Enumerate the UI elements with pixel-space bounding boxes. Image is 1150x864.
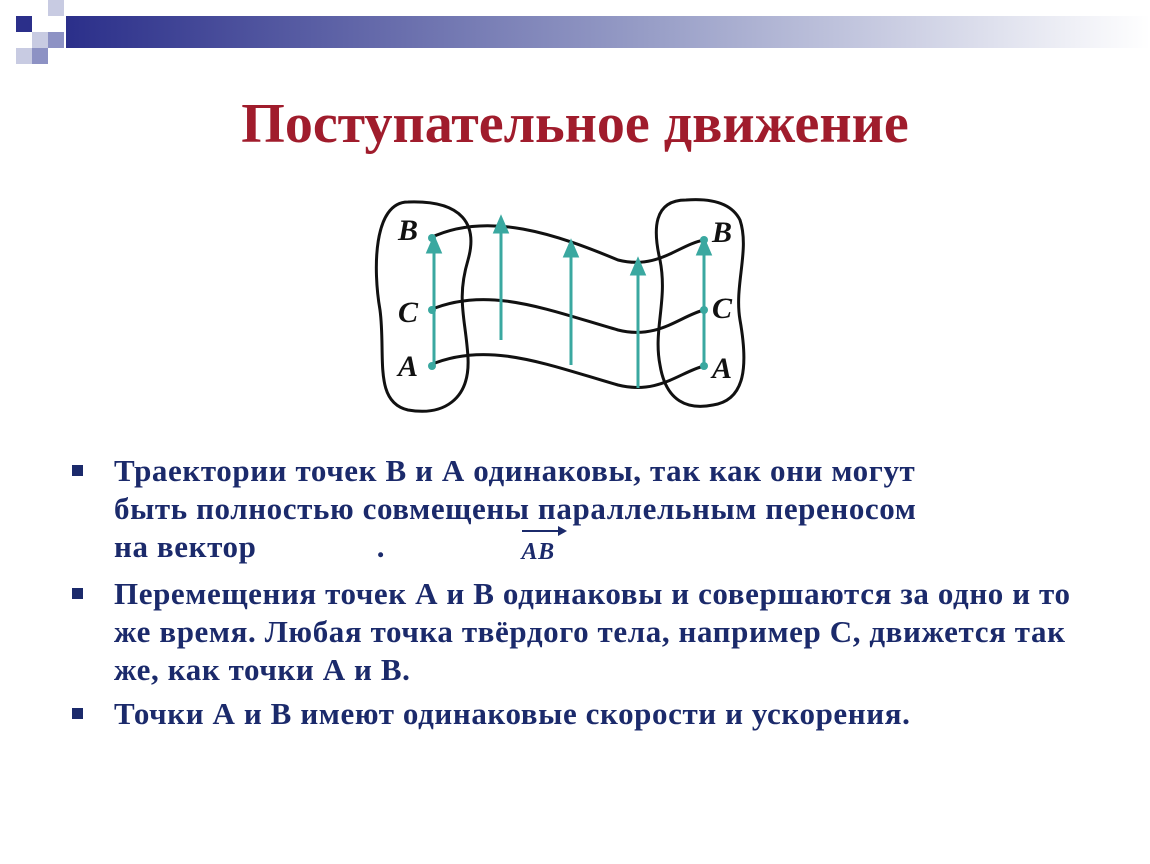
trajectory-c <box>430 300 704 333</box>
bullet-item <box>72 452 1112 569</box>
bullet-text: Точки А и В имеют одинаковые скорости и ускорения. <box>114 696 911 731</box>
label-b-left: B <box>398 214 419 247</box>
left-body-outline <box>376 202 471 411</box>
point-c-left <box>428 306 436 314</box>
bullet-square-icon <box>72 588 83 599</box>
vector-ab <box>522 533 555 571</box>
point-b-left <box>428 234 436 242</box>
bullet-text-line: быть полностью совмещены параллельным переносом <box>114 491 917 526</box>
trajectory-a <box>430 355 704 388</box>
label-a-left: A <box>398 350 419 383</box>
label-b-right: B <box>712 216 733 249</box>
label-a-right: A <box>712 352 733 385</box>
bullet-list <box>72 452 1112 739</box>
vector-arrow-icon <box>520 525 568 537</box>
bullet-square-icon <box>72 465 83 476</box>
bullet-item <box>72 575 1112 689</box>
bullet-square-icon <box>72 708 83 719</box>
translational-motion-diagram <box>368 190 758 440</box>
label-c-right: C <box>712 292 733 325</box>
point-a-right <box>700 362 708 370</box>
slide-title: Поступательное движение <box>241 93 909 155</box>
bullet-dot: . <box>376 529 386 564</box>
point-b-right <box>700 236 708 244</box>
vector-label: AB <box>521 539 555 565</box>
label-c-left: C <box>398 296 419 329</box>
point-c-right <box>700 306 708 314</box>
bullet-item <box>72 695 1112 733</box>
bullet-text: Перемещения точек А и В одинаковы и совершаются за одно и то же время. Любая точка твёрдого тела, например С, движется так же, как точки А и В. <box>114 576 1071 687</box>
header-decoration <box>0 0 1150 80</box>
bullet-text-line: Траектории точек В и А одинаковы, так как они могут <box>114 453 916 488</box>
bullet-text-line: на вектор <box>114 529 257 564</box>
point-a-left <box>428 362 436 370</box>
